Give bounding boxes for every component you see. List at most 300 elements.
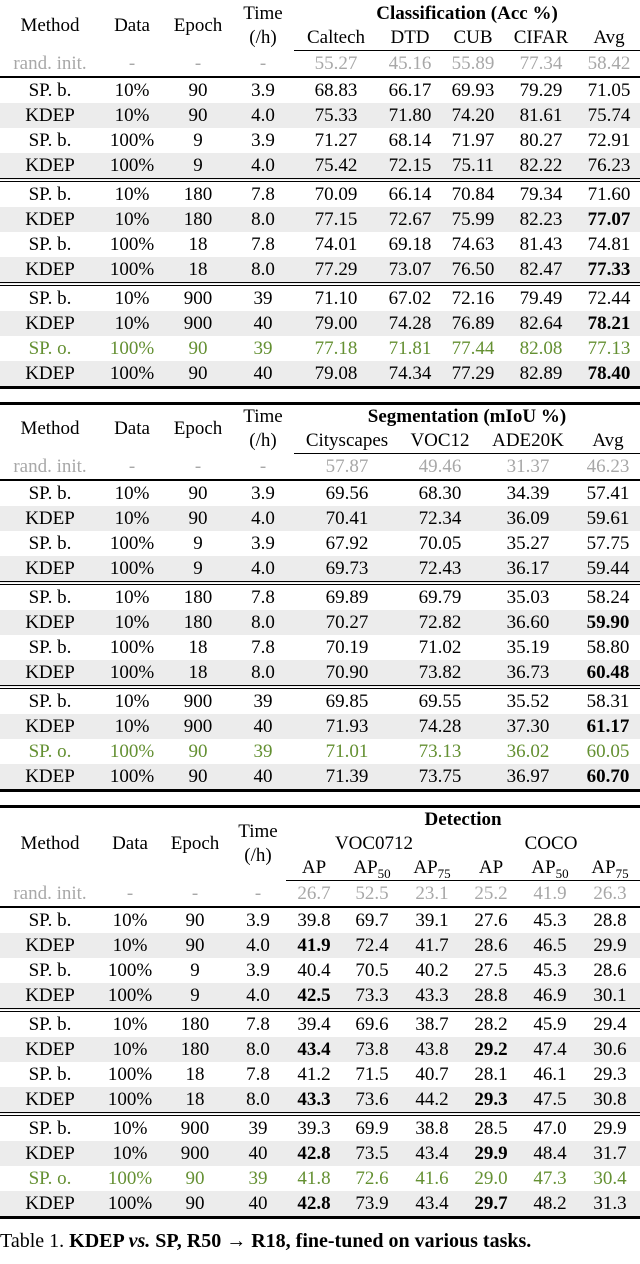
data-cell: 100% — [109, 338, 155, 359]
time-cell: 3.9 — [232, 77, 294, 103]
time-cell: 40 — [253, 313, 273, 334]
time-cell: 39 — [253, 741, 273, 762]
value-cell: 60.70 — [586, 766, 630, 787]
value-cell: 69.73 — [325, 558, 369, 579]
value-cell: 36.17 — [506, 558, 550, 579]
value-cell: 73.9 — [355, 1193, 389, 1214]
value-cell: 28.1 — [474, 1064, 508, 1085]
time-cell: 3.9 — [251, 533, 275, 554]
table-row — [0, 660, 640, 687]
time-cell: - — [259, 52, 267, 74]
time-cell: - — [259, 455, 267, 477]
epoch-cell: 900 — [183, 313, 213, 334]
value-cell: 76.23 — [587, 155, 631, 176]
value-cell: 71.97 — [451, 130, 495, 151]
table-row — [0, 556, 640, 583]
table-row — [0, 739, 640, 764]
time-cell: 39 — [248, 1168, 268, 1189]
value-cell: 27.5 — [474, 960, 508, 981]
value-cell: 47.4 — [533, 1039, 567, 1060]
value-cell: 38.8 — [402, 1114, 462, 1141]
data-cell: 10% — [112, 1143, 148, 1164]
value-cell: 25.2 — [474, 883, 508, 904]
col-header-data: Data — [112, 833, 148, 855]
table-row — [0, 983, 640, 1010]
epoch-cell: - — [191, 882, 199, 904]
epoch-cell: 9 — [193, 155, 203, 176]
table-row — [0, 336, 640, 361]
value-cell: 29.9 — [593, 935, 627, 956]
value-cell: 43.3 — [297, 1089, 331, 1110]
value-cell: 55.89 — [451, 53, 495, 74]
col-header-method: Method — [20, 418, 80, 440]
time-cell: 40 — [248, 1143, 268, 1164]
time-cell: 3.9 — [251, 130, 275, 151]
value-cell: 82.08 — [519, 338, 563, 359]
value-cell: 77.44 — [451, 338, 495, 359]
data-cell: 10% — [100, 583, 164, 610]
col-header-metric — [520, 856, 580, 881]
value-cell: 72.67 — [388, 209, 432, 230]
value-cell: 72.44 — [578, 284, 640, 311]
value-cell: 73.8 — [355, 1039, 389, 1060]
table-row — [0, 958, 640, 983]
epoch-cell: 180 — [183, 209, 213, 230]
value-cell: 39.3 — [286, 1114, 342, 1141]
value-cell: 28.8 — [474, 985, 508, 1006]
epoch-cell: 18 — [188, 662, 208, 683]
value-cell: 45.3 — [533, 960, 567, 981]
value-cell: 28.5 — [462, 1114, 520, 1141]
method-cell: SP. b. — [28, 637, 72, 658]
value-cell: 71.39 — [325, 766, 369, 787]
table-row — [0, 480, 640, 506]
value-cell: 71.01 — [325, 741, 369, 762]
data-cell: 10% — [114, 508, 150, 529]
value-cell: 47.5 — [533, 1089, 567, 1110]
time-header-line: (/h) — [244, 845, 272, 867]
value-cell: 59.44 — [586, 558, 630, 579]
value-cell: 69.93 — [442, 77, 504, 103]
value-cell: 29.7 — [474, 1193, 508, 1214]
value-cell: 73.3 — [355, 985, 389, 1006]
data-cell: - — [128, 455, 136, 477]
table-row — [0, 1037, 640, 1062]
time-header-line: (/h) — [249, 430, 277, 452]
value-cell: 74.20 — [451, 105, 495, 126]
data-cell: 10% — [100, 284, 164, 311]
value-cell: 70.90 — [325, 662, 369, 683]
value-cell: 61.17 — [586, 716, 630, 737]
method-cell: SP. b. — [0, 583, 100, 610]
col-header-metric — [578, 26, 640, 51]
col-header-label: Cityscapes — [305, 430, 389, 451]
data-cell: 10% — [114, 612, 150, 633]
table-row — [0, 635, 640, 660]
value-cell: 35.19 — [506, 637, 550, 658]
epoch-cell: 90 — [185, 935, 205, 956]
value-cell: 46.23 — [586, 456, 630, 477]
value-cell: 42.8 — [297, 1193, 331, 1214]
value-cell: 57.41 — [576, 480, 640, 506]
value-cell: 73.6 — [355, 1089, 389, 1110]
data-cell: 100% — [109, 637, 155, 658]
data-cell: 100% — [109, 363, 155, 384]
value-cell: 72.4 — [355, 935, 389, 956]
value-cell: 72.34 — [418, 508, 462, 529]
value-cell: 73.07 — [388, 259, 432, 280]
data-cell: 10% — [112, 935, 148, 956]
time-cell: 8.0 — [251, 259, 275, 280]
value-cell: 60.48 — [586, 662, 630, 683]
method-cell: rand. init. — [13, 882, 87, 904]
time-cell: 40 — [253, 766, 273, 787]
value-cell: 75.74 — [587, 105, 631, 126]
method-cell: KDEP — [25, 508, 75, 529]
method-cell: KDEP — [25, 155, 75, 176]
col-header-metric — [576, 429, 640, 454]
value-cell: 77.13 — [587, 338, 631, 359]
value-cell: 30.4 — [593, 1168, 627, 1189]
value-cell: 31.3 — [593, 1193, 627, 1214]
epoch-cell: 900 — [183, 716, 213, 737]
table-row — [0, 1010, 640, 1037]
epoch-cell: 180 — [180, 1039, 210, 1060]
table-row — [0, 361, 640, 388]
value-cell: 58.31 — [576, 687, 640, 714]
value-cell: 72.15 — [388, 155, 432, 176]
value-cell: 68.83 — [294, 77, 378, 103]
epoch-cell: 90 — [185, 1168, 205, 1189]
table-row — [0, 1141, 640, 1166]
method-cell: KDEP — [25, 1193, 75, 1214]
value-cell: 29.3 — [474, 1089, 508, 1110]
col-header-metric — [294, 429, 400, 454]
value-cell: 69.79 — [400, 583, 480, 610]
value-cell: 27.6 — [462, 907, 520, 933]
method-cell: SP. o. — [28, 1168, 72, 1189]
epoch-cell: 9 — [190, 960, 200, 981]
table-row — [0, 77, 640, 103]
data-cell: 100% — [109, 662, 155, 683]
col-header-metric — [378, 26, 442, 51]
value-cell: 41.9 — [533, 883, 567, 904]
value-cell: 45.16 — [388, 53, 432, 74]
value-cell: 71.05 — [578, 77, 640, 103]
method-cell: SP. o. — [28, 338, 72, 359]
value-cell: 66.14 — [378, 180, 442, 207]
value-cell: 39.1 — [402, 907, 462, 933]
value-cell: 23.1 — [415, 883, 449, 904]
table-row — [0, 610, 640, 635]
value-cell: 71.81 — [388, 338, 432, 359]
value-cell: 79.29 — [504, 77, 578, 103]
method-cell: KDEP — [25, 1039, 75, 1060]
epoch-cell: 18 — [188, 234, 208, 255]
value-cell: 38.7 — [402, 1010, 462, 1037]
value-cell: 43.4 — [297, 1039, 331, 1060]
data-cell: 100% — [109, 155, 155, 176]
table-row — [0, 311, 640, 336]
value-cell: 72.43 — [418, 558, 462, 579]
data-cell: 10% — [100, 1010, 160, 1037]
value-cell: 79.00 — [314, 313, 358, 334]
method-cell: SP. b. — [28, 960, 72, 981]
method-cell: rand. init. — [13, 455, 87, 477]
value-cell: 74.81 — [587, 234, 631, 255]
value-cell: 69.55 — [400, 687, 480, 714]
time-cell: 7.8 — [232, 180, 294, 207]
time-cell: 40 — [253, 363, 273, 384]
value-cell: 36.60 — [506, 612, 550, 633]
value-cell: 43.4 — [415, 1143, 449, 1164]
subgroup-header-coco: COCO — [524, 833, 578, 854]
method-cell: KDEP — [25, 662, 75, 683]
table-row — [0, 232, 640, 257]
method-cell: SP. b. — [0, 687, 100, 714]
col-header-data: Data — [114, 15, 150, 37]
time-cell: 39 — [230, 1114, 286, 1141]
value-cell: 28.6 — [593, 960, 627, 981]
value-cell: 69.6 — [342, 1010, 402, 1037]
data-cell: 10% — [114, 313, 150, 334]
col-header-label: VOC12 — [410, 430, 470, 451]
value-cell: 75.42 — [314, 155, 358, 176]
group-title-segmentation: Segmentation (mIoU %) — [367, 406, 567, 427]
col-header-label: AP — [301, 857, 327, 878]
value-cell: 70.41 — [325, 508, 369, 529]
time-cell: 40 — [253, 716, 273, 737]
epoch-cell: 90 — [164, 480, 232, 506]
epoch-cell: 900 — [164, 687, 232, 714]
data-cell: 100% — [107, 985, 153, 1006]
value-cell: 36.02 — [506, 741, 550, 762]
method-cell: KDEP — [25, 716, 75, 737]
epoch-cell: 180 — [160, 1010, 230, 1037]
value-cell: 30.1 — [593, 985, 627, 1006]
value-cell: 77.18 — [314, 338, 358, 359]
value-cell: 41.9 — [297, 935, 331, 956]
value-cell: 31.37 — [506, 456, 550, 477]
value-cell: 81.61 — [519, 105, 563, 126]
col-header-metric — [504, 26, 578, 51]
value-cell: 71.27 — [314, 130, 358, 151]
value-cell: 70.84 — [442, 180, 504, 207]
value-cell: 31.7 — [593, 1143, 627, 1164]
value-cell: 43.8 — [415, 1039, 449, 1060]
data-cell: 100% — [107, 1064, 153, 1085]
value-cell: 77.15 — [314, 209, 358, 230]
time-header-line: Time — [243, 406, 283, 428]
time-cell: 3.9 — [232, 480, 294, 506]
group-title-classification: Classification (Acc %) — [376, 3, 558, 24]
table-row — [0, 1062, 640, 1087]
epoch-cell: 90 — [185, 1193, 205, 1214]
value-cell: 77.34 — [519, 53, 563, 74]
time-cell: 8.0 — [251, 612, 275, 633]
table-row — [0, 907, 640, 933]
epoch-cell: 900 — [180, 1143, 210, 1164]
table-row — [0, 180, 640, 207]
method-cell: SP. b. — [28, 1064, 72, 1085]
table-row — [0, 1191, 640, 1218]
value-cell: 41.7 — [415, 935, 449, 956]
time-cell: 3.9 — [246, 960, 270, 981]
data-cell: 10% — [114, 105, 150, 126]
epoch-cell: 9 — [193, 533, 203, 554]
epoch-cell: 9 — [190, 985, 200, 1006]
table-row — [0, 583, 640, 610]
value-cell: 55.27 — [314, 53, 358, 74]
col-header-metric — [580, 856, 640, 881]
value-cell: 39.4 — [286, 1010, 342, 1037]
value-cell: 76.50 — [451, 259, 495, 280]
col-header-label: Avg — [593, 27, 625, 48]
value-cell: 79.08 — [314, 363, 358, 384]
col-header-label: Avg — [592, 430, 624, 451]
value-cell: 39.8 — [286, 907, 342, 933]
value-cell: 45.9 — [520, 1010, 580, 1037]
value-cell: 72.16 — [442, 284, 504, 311]
table-row — [0, 1087, 640, 1114]
value-cell: 58.42 — [587, 53, 631, 74]
data-cell: 10% — [100, 687, 164, 714]
time-cell: 8.0 — [246, 1039, 270, 1060]
value-cell: 69.18 — [388, 234, 432, 255]
method-cell: SP. b. — [0, 77, 100, 103]
epoch-cell: 180 — [164, 180, 232, 207]
value-cell: 75.11 — [451, 155, 495, 176]
value-cell: 80.27 — [519, 130, 563, 151]
col-header-metric — [480, 429, 576, 454]
value-cell: 79.49 — [504, 284, 578, 311]
method-cell: KDEP — [25, 935, 75, 956]
value-cell: 67.92 — [325, 533, 369, 554]
table-row — [0, 764, 640, 791]
method-cell: SP. o. — [28, 741, 72, 762]
value-cell: 45.3 — [520, 907, 580, 933]
value-cell: 30.8 — [593, 1089, 627, 1110]
data-cell: 10% — [100, 480, 164, 506]
value-cell: 48.4 — [533, 1143, 567, 1164]
table-row — [0, 506, 640, 531]
time-cell: 39 — [232, 687, 294, 714]
value-cell: 68.30 — [400, 480, 480, 506]
value-cell: 73.13 — [418, 741, 462, 762]
value-cell: 71.02 — [418, 637, 462, 658]
time-cell: 8.0 — [246, 1089, 270, 1110]
value-cell: 28.2 — [462, 1010, 520, 1037]
data-cell: - — [128, 52, 136, 74]
col-header-method: Method — [20, 15, 80, 37]
col-header-metric — [462, 856, 520, 881]
value-cell: 74.01 — [314, 234, 358, 255]
value-cell: 35.52 — [480, 687, 576, 714]
epoch-cell: 90 — [188, 363, 208, 384]
data-cell: 10% — [114, 716, 150, 737]
time-cell: 39 — [253, 338, 273, 359]
epoch-cell: 180 — [183, 612, 213, 633]
value-cell: 35.27 — [506, 533, 550, 554]
value-cell: 47.3 — [533, 1168, 567, 1189]
epoch-cell: 90 — [160, 907, 230, 933]
table-row — [0, 51, 640, 78]
value-cell: 46.9 — [533, 985, 567, 1006]
table-row — [0, 881, 640, 908]
data-cell: 100% — [109, 234, 155, 255]
value-cell: 52.5 — [355, 883, 389, 904]
value-cell: 82.22 — [519, 155, 563, 176]
col-header-label: AP — [478, 857, 504, 878]
value-cell: 35.03 — [480, 583, 576, 610]
table-caption — [0, 1228, 640, 1254]
method-cell: SP. b. — [0, 284, 100, 311]
method-cell: KDEP — [25, 1089, 75, 1110]
col-header-label: $AP_{50}$ — [353, 857, 391, 881]
method-cell: SP. b. — [0, 1010, 100, 1037]
method-cell: SP. b. — [28, 234, 72, 255]
data-cell: 10% — [100, 907, 160, 933]
time-cell: 8.0 — [251, 209, 275, 230]
epoch-cell: 18 — [188, 637, 208, 658]
method-cell: KDEP — [25, 363, 75, 384]
value-cell: 69.89 — [294, 583, 400, 610]
value-cell: 29.9 — [580, 1114, 640, 1141]
epoch-cell: - — [194, 455, 202, 477]
value-cell: 82.64 — [519, 313, 563, 334]
value-cell: 66.17 — [378, 77, 442, 103]
value-cell: 36.97 — [506, 766, 550, 787]
col-header-epoch: Epoch — [173, 418, 223, 440]
col-header-label: $AP_{50}$ — [531, 857, 569, 881]
method-cell: KDEP — [25, 209, 75, 230]
col-header-time — [232, 2, 294, 51]
value-cell: 81.43 — [519, 234, 563, 255]
epoch-cell: 900 — [160, 1114, 230, 1141]
time-cell: 8.0 — [251, 662, 275, 683]
epoch-cell: 90 — [188, 105, 208, 126]
time-cell: 7.8 — [246, 1064, 270, 1085]
value-cell: 71.5 — [355, 1064, 389, 1085]
value-cell: 41.8 — [297, 1168, 331, 1189]
col-header-label: CUB — [453, 27, 493, 48]
method-cell: KDEP — [25, 1143, 75, 1164]
value-cell: 69.9 — [342, 1114, 402, 1141]
table-row — [0, 128, 640, 153]
value-cell: 28.6 — [474, 935, 508, 956]
col-header-epoch: Epoch — [170, 833, 220, 855]
col-header-metric — [294, 26, 378, 51]
value-cell: 40.7 — [415, 1064, 449, 1085]
col-header-time — [230, 807, 286, 881]
time-header-line: Time — [238, 821, 278, 843]
value-cell: 82.23 — [519, 209, 563, 230]
value-cell: 42.5 — [297, 985, 331, 1006]
data-cell: 100% — [109, 558, 155, 579]
value-cell: 44.2 — [415, 1089, 449, 1110]
value-cell: 69.56 — [294, 480, 400, 506]
value-cell: 67.02 — [378, 284, 442, 311]
value-cell: 59.61 — [586, 508, 630, 529]
value-cell: 46.5 — [533, 935, 567, 956]
value-cell: 59.90 — [586, 612, 630, 633]
value-cell: 29.9 — [474, 1143, 508, 1164]
value-cell: 75.33 — [314, 105, 358, 126]
value-cell: 74.34 — [388, 363, 432, 384]
method-cell: KDEP — [25, 105, 75, 126]
value-cell: 77.07 — [587, 209, 631, 230]
time-cell: 39 — [232, 284, 294, 311]
